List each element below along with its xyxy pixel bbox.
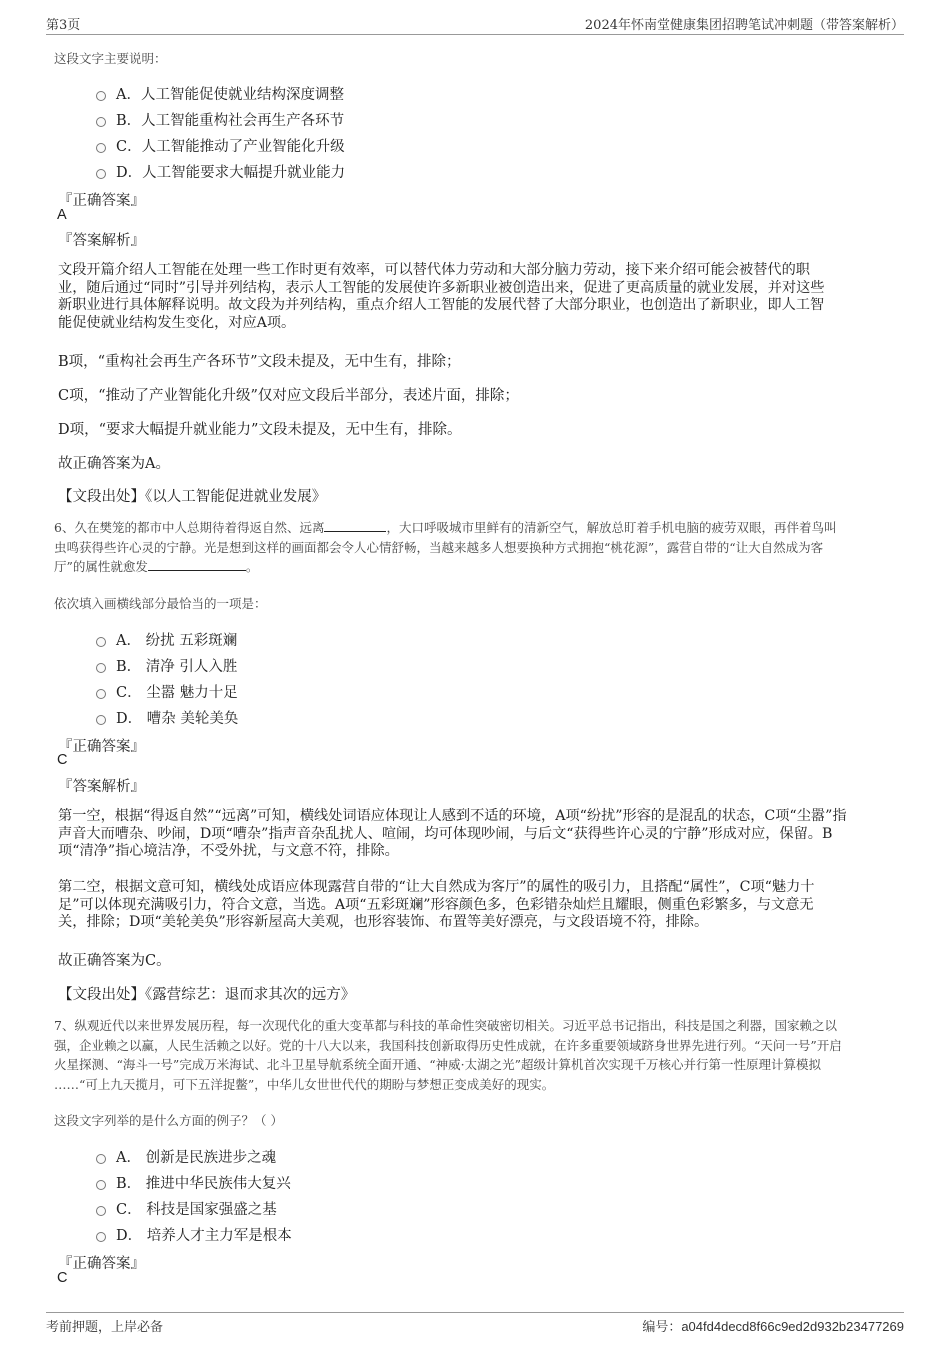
radio-icon[interactable] xyxy=(96,637,106,647)
page-number: 第3页 xyxy=(46,18,81,33)
q6-source: 【文段出处】《露营综艺：退而求其次的远方》 xyxy=(58,987,356,1003)
q6-analysis-paragraph-1: 第一空，根据“得返自然”“远离”可知，横线处词语应体现让人感到不适的环境，A项“纷扰”形容的是混乱的状态，C项“尘嚣”指 声音大而嘈杂、吵闹，D项“嘈杂”指声音杂乱扰人、喧闹，均可体现吵闹，与后文“获得些许心灵的宁静”形成对应，保留。B 项“清净”指心境洁净，不受外扰，与文意不符，排除。 xyxy=(58,808,847,860)
q7-option-d[interactable]: D． 培养人才主力军是根本 xyxy=(96,1224,292,1245)
q5-source: 【文段出处】《以人工智能促进就业发展》 xyxy=(58,489,327,505)
q7-answer-label: 『正确答案』 xyxy=(58,1256,145,1272)
q5-answer-label: 『正确答案』 xyxy=(58,193,145,209)
q6-answer: C xyxy=(57,752,68,768)
q6-analysis-label: 『答案解析』 xyxy=(58,779,145,795)
document-title: 2024年怀南堂健康集团招聘笔试冲刺题（带答案解析） xyxy=(584,18,904,33)
q6-prompt: 依次填入画横线部分最恰当的一项是： xyxy=(54,596,267,611)
radio-icon[interactable] xyxy=(96,117,106,127)
radio-icon[interactable] xyxy=(96,1180,106,1190)
q5-conclusion: 故正确答案为A。 xyxy=(58,456,170,472)
radio-icon[interactable] xyxy=(96,1232,106,1242)
q5-analysis-d: D项，“要求大幅提升就业能力”文段未提及，无中生有，排除。 xyxy=(58,422,462,438)
q7-stem: 7、纵观近代以来世界发展历程，每一次现代化的重大变革都与科技的革命性突破密切相关。习近平总书记指出，科技是国之利器，国家赖之以 强，企业赖之以赢，人民生活赖之以好。党的十八大以来，我国科技创新取得历史性成就，在许多重要领域跻身世界先进行列。“天问一号”开启 火星探测、“海斗一号”完成万米海试、北斗卫星导航系统全面开通、“神威·太湖之光”超级计算机首次实现千万核心并行第一性原理计算模拟 ……“可上九天揽月，可下五洋捉鳖”，中华儿女世世代代的期盼与梦想正变成美好的现实。 xyxy=(54,1018,842,1092)
q5-answer: A xyxy=(57,207,67,223)
radio-icon[interactable] xyxy=(96,91,106,101)
q6-option-a[interactable]: A． 纷扰 五彩斑斓 xyxy=(96,629,237,650)
fill-blank xyxy=(148,558,246,571)
q5-option-b[interactable]: B．人工智能重构社会再生产各环节 xyxy=(96,109,344,130)
q7-answer: C xyxy=(57,1270,68,1286)
fill-blank xyxy=(324,519,386,532)
q6-option-b[interactable]: B． 清净 引人入胜 xyxy=(96,655,237,676)
page-header xyxy=(46,12,904,35)
footer-slogan: 考前押题，上岸必备 xyxy=(46,1320,164,1335)
radio-icon[interactable] xyxy=(96,169,106,179)
document-code: 编号：a04fd4decd8f66c9ed2d932b23477269 xyxy=(642,1319,904,1335)
page-footer xyxy=(46,1312,904,1335)
q5-analysis-b: B项，“重构社会再生产各环节”文段未提及，无中生有，排除； xyxy=(58,354,461,370)
q6-stem: 6、久在樊笼的都市中人总期待着得返自然、远离 ，大口呼吸城市里鲜有的清新空气，解放总盯着手机电脑的疲劳双眼，再伴着鸟叫 虫鸣获得些许心灵的宁静。光是想到这样的画面都会令人心情舒畅，当越来越多人想要换种方式拥抱“桃花源”，露营自带的“让大自然成为客 厅”的属性就愈发 。 xyxy=(54,520,837,574)
q5-option-a[interactable]: A．人工智能促使就业结构深度调整 xyxy=(96,83,344,104)
q7-option-b[interactable]: B． 推进中华民族伟大复兴 xyxy=(96,1172,291,1193)
q5-analysis-label: 『答案解析』 xyxy=(58,233,145,249)
q6-analysis-paragraph-2: 第二空，根据文意可知，横线处成语应体现露营自带的“让大自然成为客厅”的属性的吸引力，且搭配“属性”，C项“魅力十 足”可以体现充满吸引力，符合文意，当选。A项“五彩斑斓”形容颜色多，色彩错杂灿烂且耀眼，侧重色彩繁多，与文意无 关，排除；D项“美轮美奂”形容新屋高大美观，也形容装饰、布置等美好漂亮，与文段语境不符，排除。 xyxy=(58,879,815,931)
q6-answer-label: 『正确答案』 xyxy=(58,739,145,755)
q6-option-d[interactable]: D． 嘈杂 美轮美奂 xyxy=(96,707,238,728)
q6-option-c[interactable]: C． 尘嚣 魅力十足 xyxy=(96,681,238,702)
q6-conclusion: 故正确答案为C。 xyxy=(58,953,171,969)
q7-prompt: 这段文字列举的是什么方面的例子？（ ） xyxy=(54,1113,283,1128)
q5-prompt: 这段文字主要说明： xyxy=(54,51,167,66)
radio-icon[interactable] xyxy=(96,143,106,153)
radio-icon[interactable] xyxy=(96,1206,106,1216)
q5-option-c[interactable]: C．人工智能推动了产业智能化升级 xyxy=(96,135,345,156)
radio-icon[interactable] xyxy=(96,663,106,673)
q5-option-d[interactable]: D．人工智能要求大幅提升就业能力 xyxy=(96,161,345,182)
q5-analysis-c: C项，“推动了产业智能化升级”仅对应文段后半部分，表述片面，排除； xyxy=(58,388,519,404)
q7-option-c[interactable]: C． 科技是国家强盛之基 xyxy=(96,1198,277,1219)
q5-analysis-paragraph: 文段开篇介绍人工智能在处理一些工作时更有效率，可以替代体力劳动和大部分脑力劳动，接下来介绍可能会被替代的职 业，随后通过“同时”引导并列结构，表示人工智能的发展使许多新职业被创造出来，促进了更高质量的就业发展，并对这些 新职业进行具体解释说明。故文段为并列结构，重点介绍人工智能的发展代替了大部分职业，也创造出了新职业，即人工智 能促使就业结构发生变化，对应A项。 xyxy=(58,262,825,331)
radio-icon[interactable] xyxy=(96,1154,106,1164)
q7-option-a[interactable]: A． 创新是民族进步之魂 xyxy=(96,1146,276,1167)
radio-icon[interactable] xyxy=(96,689,106,699)
radio-icon[interactable] xyxy=(96,715,106,725)
